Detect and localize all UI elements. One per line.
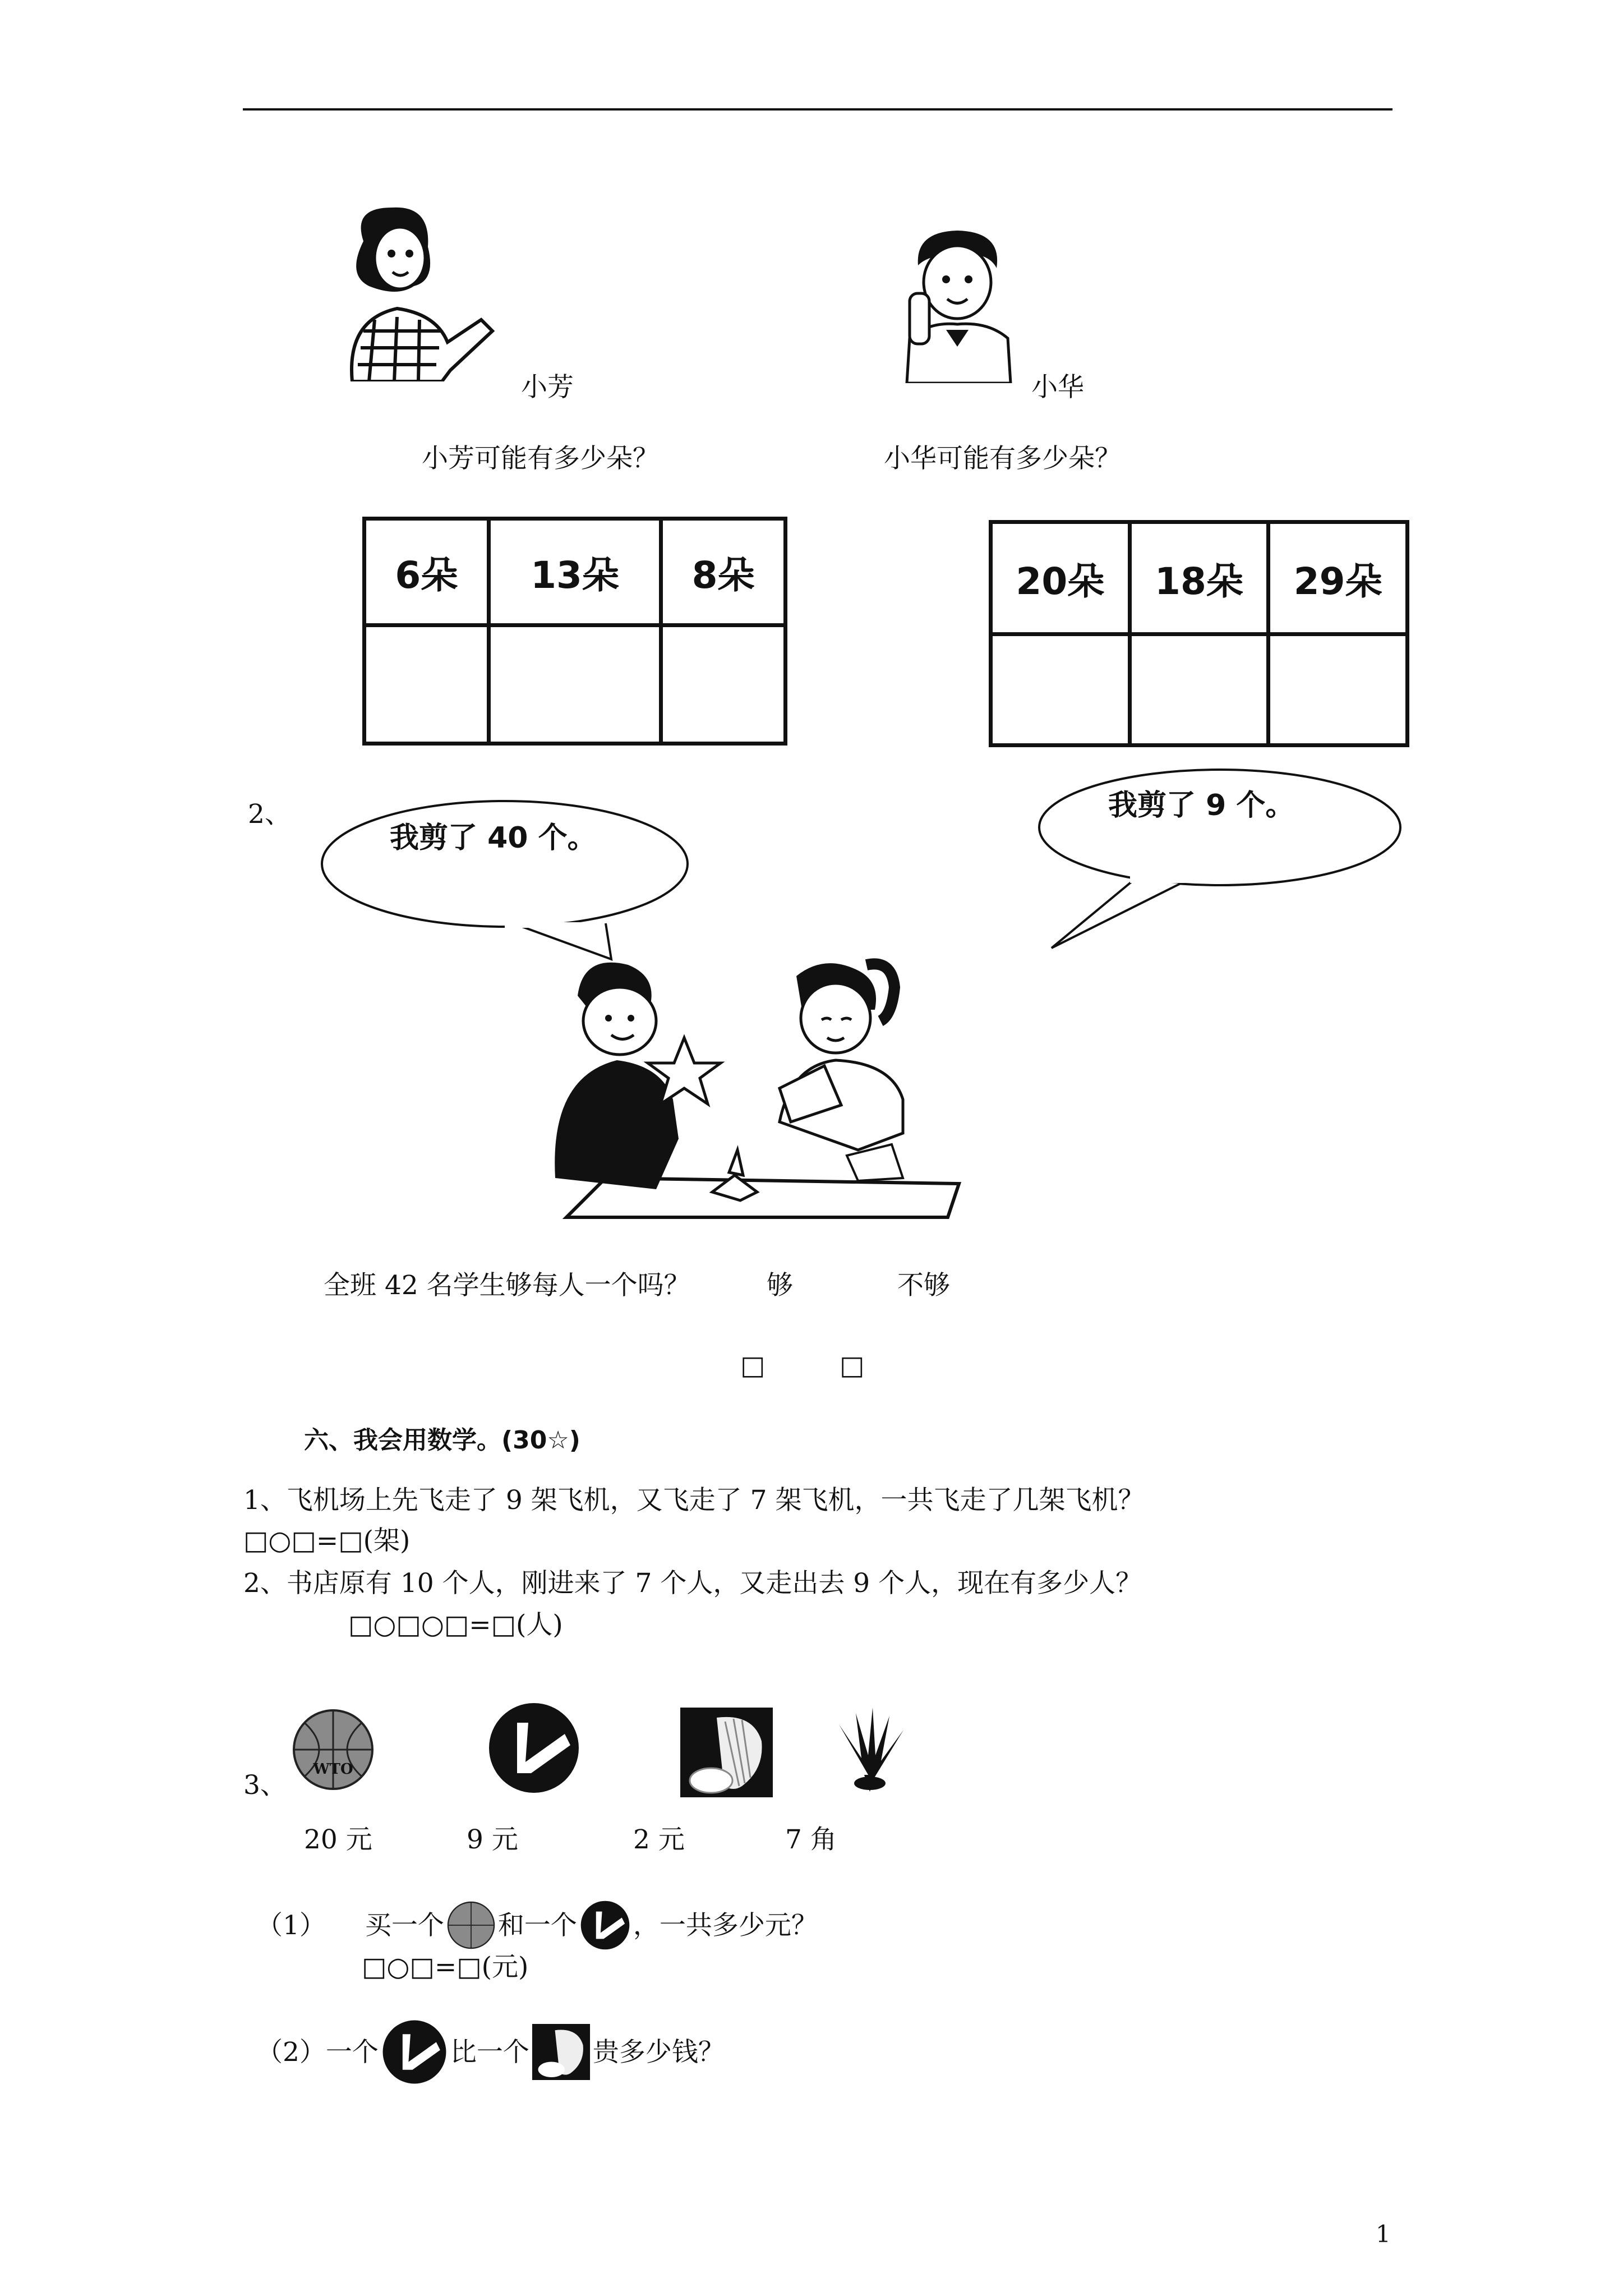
sub-question-1-part-c: ，一共多少元？: [633, 1910, 818, 1941]
sub-question-1: [256, 1899, 818, 1951]
enough-question: 全班 42 名学生够每人一个吗？: [324, 1270, 690, 1301]
checkbox-enough[interactable]: □: [740, 1350, 766, 1381]
xiaohua-answer-table: [989, 520, 1409, 747]
price-volleyball: 9 元: [467, 1824, 518, 1855]
section-heading: 六、我会用数学。(30☆): [304, 1426, 580, 1455]
sub-question-1-part-b: 和一个: [497, 1910, 577, 1941]
sub-question-2-part-a: （2）一个: [256, 2036, 379, 2068]
xiaofang-illustration: [330, 202, 498, 381]
sub-question-1-number: （1）: [256, 1910, 326, 1941]
plant-icon: [833, 1708, 906, 1792]
xiaohua-question: 小华可能有多少朵？: [884, 443, 1121, 474]
bubble-right-text: 我剪了 9 个。: [1108, 789, 1295, 822]
checkbox-not-enough[interactable]: □: [840, 1350, 865, 1381]
shuttlecock-icon: [680, 1708, 773, 1797]
basketball-icon: [446, 1901, 496, 1950]
option-cell[interactable]: 18朵: [1129, 522, 1269, 634]
xiaofang-answer-table: [362, 517, 787, 746]
option-cell[interactable]: 6朵: [365, 519, 489, 625]
sub-question-1-formula[interactable]: □○□=□(元): [362, 1952, 529, 1982]
question-3-number: 3、: [243, 1770, 287, 1801]
option-not-enough: 不够: [897, 1270, 950, 1301]
page-number: 1: [1376, 2220, 1391, 2248]
answer-cell[interactable]: [1269, 634, 1408, 746]
xiaohua-illustration: [896, 226, 1019, 383]
option-enough: 够: [767, 1270, 793, 1301]
answer-cell[interactable]: [365, 625, 489, 744]
volleyball-icon: [579, 1899, 631, 1951]
volleyball-icon: [381, 2018, 448, 2086]
option-cell[interactable]: 20朵: [991, 522, 1130, 634]
price-plant: 7 角: [785, 1824, 837, 1855]
sub-question-2-part-b: 比一个: [450, 2036, 529, 2068]
answer-cell[interactable]: [661, 625, 786, 744]
question-1-formula[interactable]: □○□=□(架): [243, 1525, 411, 1556]
xiaofang-question: 小芳可能有多少朵？: [422, 443, 659, 474]
price-basketball: 20 元: [304, 1824, 372, 1855]
header-rule: [243, 108, 1393, 111]
option-cell[interactable]: 13朵: [488, 519, 661, 625]
sub-question-1-part-a: 买一个: [365, 1910, 444, 1941]
question-1-text: 1、飞机场上先飞走了 9 架飞机，又飞走了 7 架飞机，一共飞走了几架飞机？: [243, 1485, 1145, 1516]
option-cell[interactable]: 29朵: [1269, 522, 1408, 634]
price-shuttlecock: 2 元: [633, 1824, 685, 1855]
sub-question-2: [256, 2018, 725, 2086]
question-2-formula[interactable]: □○□○□=□(人): [348, 1609, 563, 1640]
basketball-icon: [291, 1708, 375, 1792]
basketball-label: WTO: [313, 1761, 353, 1778]
question-2-text: 2、书店原有 10 个人，刚进来了 7 个人，又走出去 9 个人，现在有多少人？: [243, 1568, 1142, 1599]
answer-cell[interactable]: [991, 634, 1130, 746]
children-cutting-stars-illustration: [544, 954, 970, 1223]
xiaohua-name: 小华: [1031, 372, 1084, 403]
answer-cell[interactable]: [488, 625, 661, 744]
sub-question-2-part-c: 贵多少钱？: [592, 2036, 725, 2068]
question-number: 2、: [248, 799, 291, 830]
bubble-left-text: 我剪了 40 个。: [390, 821, 597, 855]
xiaofang-name: 小芳: [521, 372, 574, 403]
answer-cell[interactable]: [1129, 634, 1269, 746]
option-cell[interactable]: 8朵: [661, 519, 786, 625]
shuttlecock-icon: [532, 2024, 591, 2080]
volleyball-icon: [486, 1700, 582, 1796]
